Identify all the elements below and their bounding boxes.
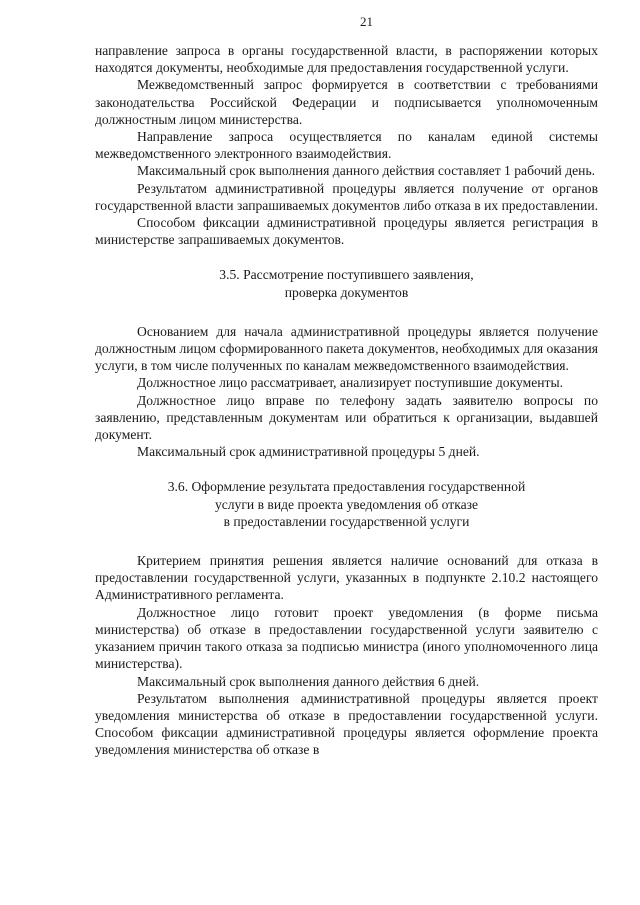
section-3-5-body <box>95 323 598 461</box>
paragraph-officer-reviews: Должностное лицо рассматривает, анализирует поступившие документы. <box>137 375 563 391</box>
heading-line: 3.5. Рассмотрение поступившего заявления, <box>219 267 474 283</box>
heading-line: 3.6. Оформление результата предоставления государственной <box>167 479 526 495</box>
paragraph-decision-criterion: Критерием принятия решения является наличие оснований для отказа в предоставлении государственной услуги, указанных в подпункте 2.10.2 настоящего Административного регламента. <box>95 553 598 603</box>
paragraph-fixation-method: Способом фиксации административной процедуры является регистрация в министерстве запрашиваемых документов. <box>95 215 598 248</box>
heading-line: проверка документов <box>284 284 409 300</box>
paragraph-procedure-result: Результатом выполнения административной процедуры является проект уведомления министерства об отказе в предоставлении государственной услуги. Способом фиксации административной процедуры является оформление проекта уведомления министерства об отказе в <box>95 690 598 758</box>
paragraph-procedure-basis: Основанием для начала административной процедуры является получение должностным лицом сформированного пакета документов, необходимых для оказания услуги, в том числе полученных по каналам межведомственного взаимодействия. <box>95 323 598 374</box>
section-3-6-heading <box>95 478 598 530</box>
paragraph-interagency-request: Межведомственный запрос формируется в соответствии с требованиями законодательства Российской Федерации и подписывается уполномоченным должностным лицом министерства. <box>95 77 598 127</box>
paragraph-request-channels: Направление запроса осуществляется по каналам единой системы межведомственного электронного взаимодействия. <box>95 129 598 162</box>
paragraph-max-term: Максимальный срок выполнения данного действия 6 дней. <box>137 673 480 689</box>
paragraph-max-term: Максимальный срок административной процедуры 5 дней. <box>137 444 480 460</box>
section-3-6-body <box>95 552 598 758</box>
paragraph-officer-phone: Должностное лицо вправе по телефону задать заявителю вопросы по заявлению, представленным документам или обратиться к организации, выдавшей документ. <box>95 392 598 443</box>
paragraph-request-direction: направление запроса в органы государственной власти, в распоряжении которых находятся документы, необходимые для предоставления государственной услуги. <box>95 43 598 76</box>
section-3-5-heading <box>95 266 598 300</box>
heading-line: в предоставлении государственной услуги <box>223 513 470 529</box>
heading-line: услуги в виде проекта уведомления об отказе <box>214 496 479 512</box>
section-3-4-continuation <box>95 42 598 248</box>
paragraph-max-term: Максимальный срок выполнения данного действия составляет 1 рабочий день. <box>137 163 596 179</box>
paragraph-notice-draft: Должностное лицо готовит проект уведомления (в форме письма министерства) об отказе в предоставлении государственной услуги заявителю с указанием причин такого отказа за подписью министра (иного уполномоченного лица министерства). <box>95 604 598 672</box>
paragraph-procedure-result: Результатом административной процедуры является получение от органов государственной власти запрашиваемых документов либо отказа в их предоставлении. <box>95 180 599 213</box>
page-number: 21 <box>360 14 373 29</box>
